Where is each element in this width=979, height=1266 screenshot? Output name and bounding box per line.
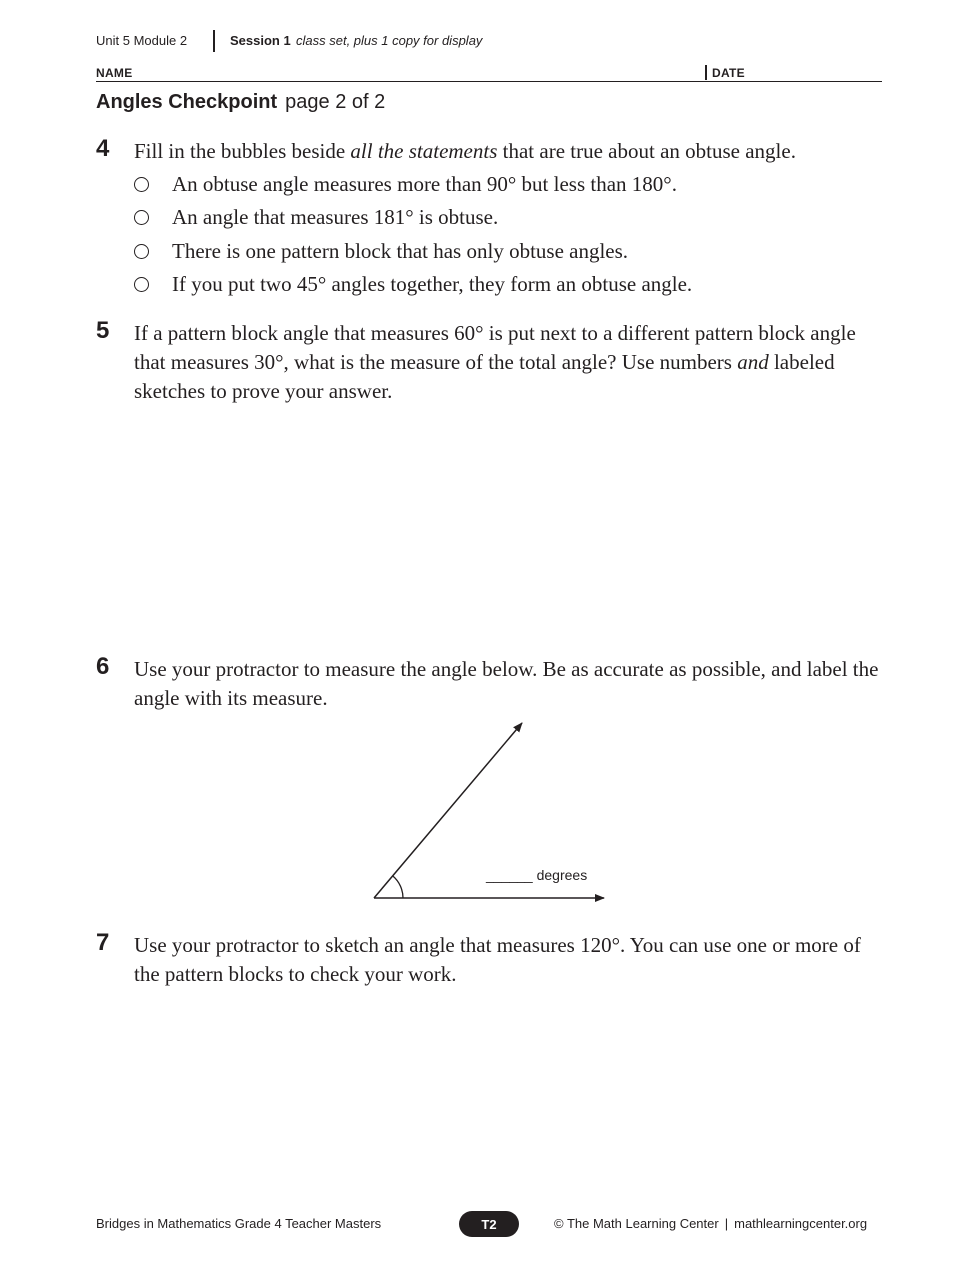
date-divider [705, 65, 707, 80]
name-label: NAME [96, 66, 133, 80]
degrees-blank-label[interactable]: ______ degrees [486, 867, 588, 883]
angle-arc [393, 876, 403, 898]
q7-number: 7 [96, 929, 110, 956]
date-label: DATE [712, 66, 745, 80]
q7-text: Use your protractor to sketch an angle that measures 120°. You can use one or more of the pattern blocks to check your work. [134, 933, 861, 986]
q6-number: 6 [96, 653, 110, 680]
header-divider [213, 30, 215, 52]
page-title [96, 91, 385, 114]
name-date-line[interactable] [96, 81, 882, 82]
footer-title: Bridges in Mathematics Grade 4 Teacher Masters [96, 1216, 382, 1231]
q4-option-3[interactable] [134, 239, 628, 264]
q6-text: Use your protractor to measure the angle below. Be as accurate as possible, and label the angle with its measure. [134, 657, 879, 710]
bubble-icon[interactable] [134, 244, 149, 259]
q4-option-3-text: There is one pattern block that has only obtuse angles. [172, 239, 629, 263]
q4-option-2-text: An angle that measures 181° is obtuse. [172, 205, 499, 229]
bubble-icon[interactable] [134, 210, 149, 225]
q5-text-after: labeled sketches to prove your answer. [134, 350, 835, 403]
bubble-icon[interactable] [134, 277, 149, 292]
q5-number: 5 [96, 317, 110, 344]
q5-text [134, 319, 884, 406]
q4-text-before: Fill in the bubbles beside [134, 139, 351, 163]
q4-option-1-text: An obtuse angle measures more than 90° but less than 180°. [172, 172, 677, 196]
footer-website[interactable]: mathlearningcenter.org [734, 1216, 868, 1231]
page-badge: T2 [459, 1211, 519, 1237]
q5-text-italic: and [737, 350, 769, 374]
footer-credit [554, 1216, 867, 1231]
footer-separator: | [724, 1216, 729, 1231]
footer-publisher: © The Math Learning Center [554, 1216, 719, 1231]
q4-text-after: that are true about an obtuse angle. [497, 139, 796, 163]
session-note: class set, plus 1 copy for display [296, 33, 483, 48]
q4-number: 4 [96, 135, 110, 162]
title-main: Angles Checkpoint [96, 91, 278, 113]
bubble-icon[interactable] [134, 177, 149, 192]
q4-option-4-text: If you put two 45° angles together, they form an obtuse angle. [172, 272, 693, 296]
q4-option-2[interactable] [134, 205, 498, 230]
session-label: Session 1 [230, 33, 291, 48]
q4-text-italic: all the statements [350, 139, 498, 163]
title-page: page 2 of 2 [285, 91, 386, 113]
q4-option-1[interactable] [134, 172, 677, 197]
q4-text [134, 137, 884, 166]
q5-text-before: If a pattern block angle that measures 60° is put next to a different pattern block angle that measures 30°, what is the measure of the total angle? Use numbers [134, 321, 856, 374]
unit-module-label: Unit 5 Module 2 [96, 33, 188, 48]
q4-option-4[interactable] [134, 272, 692, 297]
